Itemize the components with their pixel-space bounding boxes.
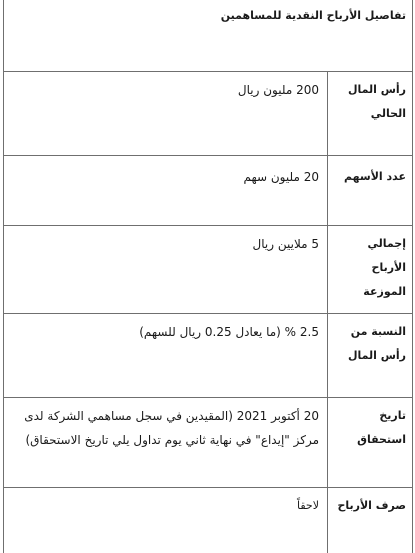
table-row-entitlement-date (4, 398, 412, 488)
row-value: 200 مليون ريال (237, 83, 319, 97)
table-row-shares (4, 156, 412, 226)
row-label: النسبة من رأس المال (327, 314, 412, 397)
table-row-ratio (4, 314, 412, 398)
row-label: إجمالي الأرباح الموزعة (327, 226, 412, 313)
dividends-table (3, 0, 413, 553)
table-title-row (4, 0, 412, 72)
table-row-distribution (4, 488, 412, 553)
row-label: صرف الأرباح (327, 488, 412, 553)
table-title: تفاصيل الأرباح النقدية للمساهمين (220, 9, 406, 22)
row-value: 20 مليون سهم (243, 170, 319, 184)
table-row-capital (4, 72, 412, 156)
row-value: 20 أكتوبر 2021 (المقيدين في سجل مساهمي الشركة لدى مركز "إيداع" في نهاية ثاني يوم تداول يلي تاريخ الاستحقاق) (24, 409, 319, 447)
row-label: عدد الأسهم (327, 156, 412, 225)
row-label: رأس المال الحالي (327, 72, 412, 155)
table-row-total-dividends (4, 226, 412, 314)
row-value: 5 ملايين ريال (252, 237, 319, 251)
row-value: لاحقاً (297, 499, 319, 512)
row-label: تاريخ استحقاق (327, 398, 412, 487)
row-value: 2.5 % (ما يعادل 0.25 ريال للسهم) (139, 325, 319, 339)
